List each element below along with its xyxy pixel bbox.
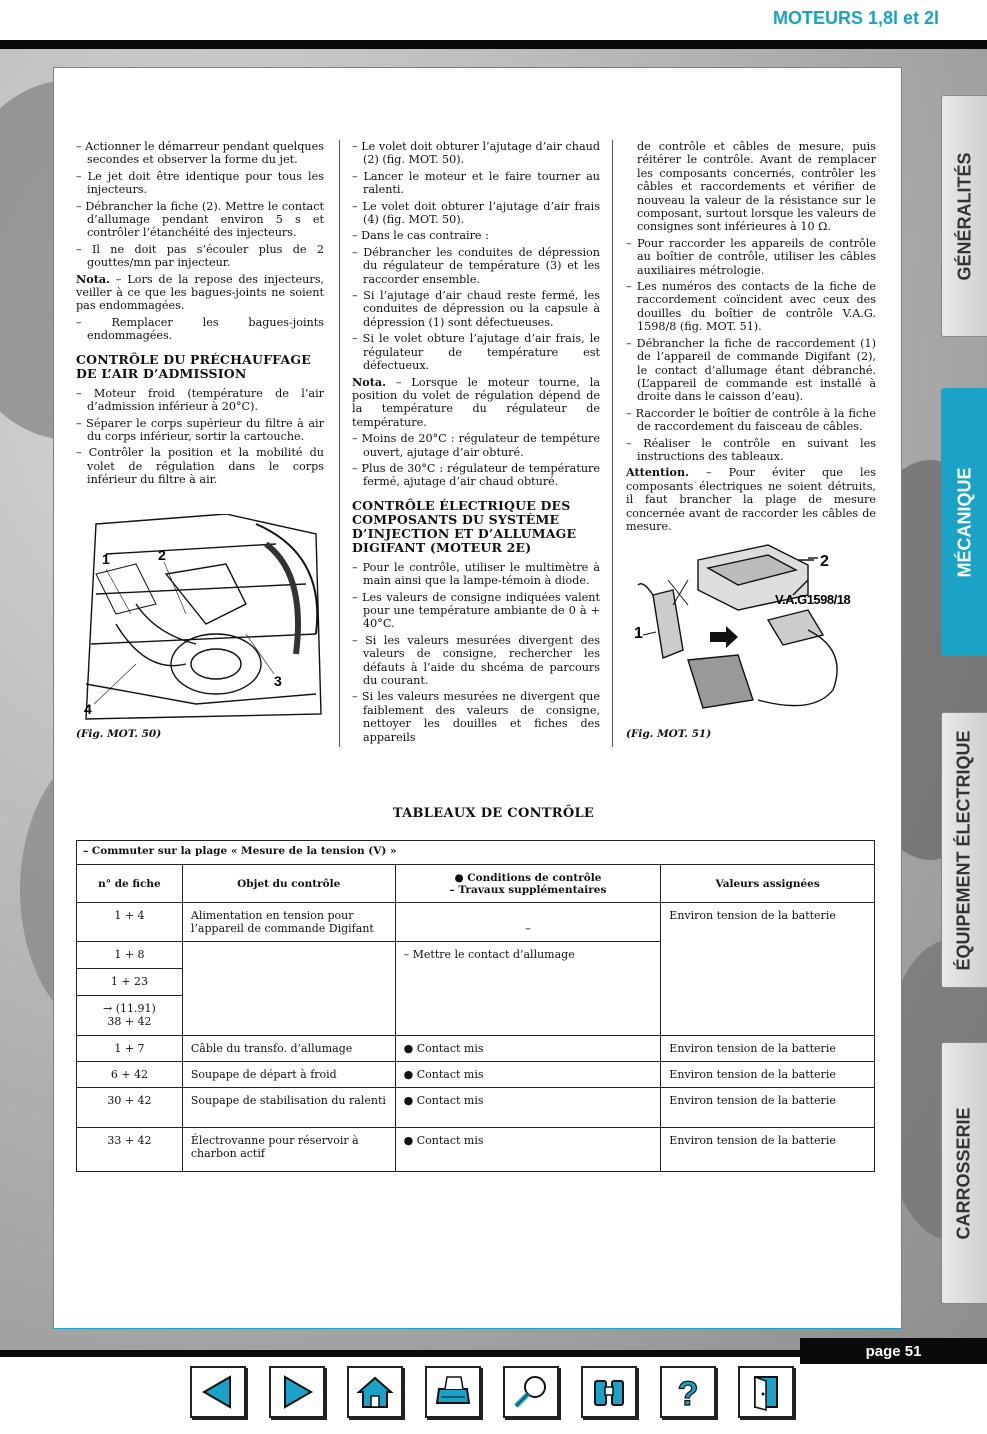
tab-generalites[interactable]: [941, 95, 987, 337]
cell-fiche: 1 + 8: [77, 942, 183, 969]
home-icon: [355, 1373, 395, 1411]
attention-paragraph: [626, 466, 876, 533]
prev-page-button[interactable]: [190, 1366, 246, 1418]
paragraph: – Moteur froid (température de l’air d’admission inférieur à 20°C).: [76, 386, 324, 414]
paragraph: – Le volet doit obturer l’ajutage d’air chaud (2) (fig. MOT. 50).: [352, 140, 600, 167]
paragraph: – Si le volet obture l’ajutage d’air frais, le régulateur de température est défectueux.: [352, 332, 600, 373]
cell-valeurs: Environ tension de la batterie: [661, 1062, 875, 1088]
cell-fiche: 1 + 4: [77, 903, 183, 942]
paragraph: – Moins de 20°C : régulateur de tempéture ouvert, ajutage d’air obturé.: [352, 432, 600, 459]
text-column-2: [339, 140, 613, 747]
cell-conditions: –: [395, 903, 661, 942]
nota-text: – Lors de la repose des injecteurs, veiller à ce que les bagues-joints ne soient pas endommagées.: [76, 272, 324, 313]
cell-fiche: 1 + 7: [77, 1036, 183, 1062]
tab-carrosserie[interactable]: [941, 1042, 987, 1304]
cell-fiche-ref: → (11.91): [103, 1002, 156, 1015]
cell-objet: Soupape de stabilisation du ralenti: [182, 1088, 395, 1128]
paragraph: – Il ne doit pas s’écouler plus de 2 gouttes/mn par injecteur.: [76, 242, 324, 270]
paragraph: – Pour raccorder les appareils de contrôle au boîtier de contrôle, utiliser les câbles auxiliaires métrologie.: [626, 236, 876, 277]
range-cell: – Commuter sur la plage « Mesure de la tension (V) »: [77, 841, 875, 865]
section-heading: CONTRÔLE ÉLECTRIQUE DES COMPOSANTS DU SYSTÈME D’INJECTION ET D’ALLUMAGE DIGIFANT (MOTEUR 2E): [352, 497, 577, 555]
paragraph: – Débrancher la fiche (2). Mettre le contact d’allumage pendant environ 5 s et contrôler l’étanchéité des injecteurs.: [76, 199, 324, 240]
fig-label-4: 4: [84, 701, 92, 717]
paragraph: – Actionner le démarreur pendant quelques secondes et observer la forme du jet.: [76, 140, 324, 167]
table-title: TABLEAUX DE CONTRÔLE: [392, 806, 595, 821]
next-page-button[interactable]: [269, 1366, 325, 1418]
home-button[interactable]: [347, 1366, 403, 1418]
tab-label: CARROSSERIE: [954, 1106, 974, 1240]
nota-label: Nota.: [76, 271, 110, 286]
table-row: [77, 1128, 875, 1172]
print-icon: [433, 1373, 473, 1411]
text-column-3: [626, 140, 876, 536]
prev-icon: [198, 1373, 238, 1411]
figure-caption: (Fig. MOT. 51): [626, 728, 712, 740]
nota-text: – Lorsque le moteur tourne, la position du volet de régulation dépend de la température du régulateur de température.: [352, 375, 600, 429]
search-icon: [511, 1373, 551, 1411]
exit-button[interactable]: [738, 1366, 794, 1418]
page-number: page 51: [800, 1338, 987, 1364]
header-fiche: n° de fiche: [77, 865, 183, 903]
header-objet: Objet du contrôle: [182, 865, 395, 903]
help-icon: [668, 1373, 708, 1411]
fig-label-2: 2: [820, 553, 829, 570]
help-button[interactable]: [660, 1366, 716, 1418]
fig-label-3: 3: [274, 673, 282, 689]
figure-caption: (Fig. MOT. 50): [76, 728, 162, 740]
paragraph: – Débrancher les conduites de dépression du régulateur de température (3) et les raccorder ensemble.: [352, 245, 600, 286]
paragraph: de contrôle et câbles de mesure, puis réitérer le contrôle. Avant de remplacer les composants concernés, contrôler les câbles et raccordements et vérifier de nouveau la valeur de la résistance sur le composant, surtout lorsque les valeurs de consignes sont inférieures à 10 Ω.: [637, 140, 876, 234]
cell-valeurs: Environ tension de la batterie: [661, 903, 875, 1036]
top-bar: [0, 40, 987, 49]
paragraph: – Lancer le moteur et le faire tourner au ralenti.: [352, 169, 600, 197]
table-row: [77, 1088, 875, 1128]
header-conditions-line1: ● Conditions de contrôle: [454, 871, 602, 884]
nota-paragraph: [352, 376, 600, 430]
print-button[interactable]: [425, 1366, 481, 1418]
paragraph: – Les numéros des contacts de la fiche de raccordement coïncident avec ceux des douilles du boîtier de contrôle V.A.G. 1598/8 (fig. MOT. 51).: [626, 280, 876, 334]
table-header-row: [77, 865, 875, 903]
paragraph: – Si l’ajutage d’air chaud reste fermé, les conduites de dépression ou la capsule à dépression (1) sont défectueuses.: [352, 289, 600, 329]
cell-fiche: 30 + 42: [77, 1088, 183, 1128]
cell-valeurs: Environ tension de la batterie: [661, 1088, 875, 1128]
attention-label: Attention.: [626, 465, 689, 480]
fig-label-1: 1: [102, 551, 110, 567]
cell-objet: Alimentation en tension pour l’appareil de commande Digifant: [182, 903, 395, 942]
cell-conditions: ● Contact mis: [395, 1062, 661, 1088]
cell-objet: Soupape de départ à froid: [182, 1062, 395, 1088]
section-heading: CONTRÔLE DU PRÉCHAUFFAGE DE L’AIR D’ADMISSION: [76, 351, 311, 381]
cell-conditions: ● Contact mis: [395, 1036, 661, 1062]
help-glyph: ?: [677, 1375, 699, 1411]
fig-label-1: 1: [634, 625, 643, 642]
cell-valeurs: Environ tension de la batterie: [661, 1128, 875, 1172]
attention-text: – Pour éviter que les composants électriques ne soient détruits, il faut brancher la plage de mesure concernée avant de raccorder les câbles de mesure.: [626, 466, 876, 533]
header-valeurs: Valeurs assignées: [661, 865, 875, 903]
paragraph: – Débrancher la fiche de raccordement (1) de l’appareil de commande Digifant (2), le contact d’allumage étant débranché. (L’appareil de commande est installé à droite dans le caisson d’eau).: [626, 336, 876, 404]
cell-objet: [182, 942, 395, 1036]
header-conditions-line2: – Travaux supplémentaires: [449, 883, 607, 896]
binoculars-button[interactable]: [581, 1366, 637, 1418]
cell-conditions: ● Contact mis: [395, 1128, 661, 1172]
fig-label-2: 2: [158, 547, 166, 563]
control-table: [76, 840, 875, 1172]
paragraph: – Le jet doit être identique pour tous les injecteurs.: [76, 169, 324, 197]
cell-fiche: [77, 996, 183, 1036]
tab-mecanique[interactable]: [941, 388, 987, 656]
paragraph: – Si les valeurs mesurées divergent des valeurs de consigne, rechercher les défauts à l’aide du shcéma de parcours du courant.: [352, 633, 600, 687]
cell-valeurs: Environ tension de la batterie: [661, 1036, 875, 1062]
table-row: [77, 903, 875, 942]
cell-fiche-value: 38 + 42: [107, 1015, 152, 1028]
table-row: [77, 1036, 875, 1062]
paragraph: – Dans le cas contraire :: [352, 229, 489, 243]
paragraph: – Remplacer les bagues-joints endommagées.: [76, 315, 324, 343]
fig-tool-label: V.A.G1598/18: [775, 592, 851, 607]
cell-fiche: 33 + 42: [77, 1128, 183, 1172]
tab-label: MÉCANIQUE: [954, 466, 975, 578]
cell-fiche: 6 + 42: [77, 1062, 183, 1088]
tab-label: GÉNÉRALITÉS: [954, 151, 975, 281]
figure-mot-51: [628, 540, 876, 720]
cell-objet: Électrovanne pour réservoir à charbon actif: [182, 1128, 395, 1172]
cell-fiche: 1 + 23: [77, 969, 183, 996]
header-conditions: [395, 865, 661, 903]
search-button[interactable]: [503, 1366, 559, 1418]
table-range-row: [77, 841, 875, 865]
paragraph: – Les valeurs de consigne indiquées valent pour une température ambiante de 0 à + 40°C.: [352, 590, 600, 631]
paragraph: – Contrôler la position et la mobilité du volet de régulation dans le corps inférieur du filtre à air.: [76, 446, 324, 487]
cell-conditions: ● Contact mis: [395, 1088, 661, 1128]
cell-objet: Câble du transfo. d’allumage: [182, 1036, 395, 1062]
paragraph: – Si les valeurs mesurées ne divergent que faiblement des valeurs de consigne, nettoyer les douilles et fiches des appareils: [352, 690, 600, 744]
binoculars-icon: [589, 1373, 629, 1411]
text-column-1: [76, 140, 324, 490]
nota-label: Nota.: [352, 374, 386, 389]
paragraph: – Plus de 30°C : régulateur de température fermé, ajutage d’air chaud obturé.: [352, 461, 600, 489]
page-header-title: MOTEURS 1,8l et 2l: [772, 8, 939, 28]
tab-label: ÉQUIPEMENT ÉLECTRIQUE: [954, 729, 974, 971]
paragraph: – Raccorder le boîtier de contrôle à la fiche de raccordement du faisceau de câbles.: [626, 406, 876, 434]
next-icon: [277, 1373, 317, 1411]
exit-icon: [746, 1373, 786, 1411]
nota-paragraph: [76, 273, 324, 313]
paragraph: – Le volet doit obturer l’ajutage d’air frais (4) (fig. MOT. 50).: [352, 199, 600, 227]
figure-mot-50: [76, 514, 326, 724]
table-row: [77, 1062, 875, 1088]
paragraph: – Réaliser le contrôle en suivant les instructions des tableaux.: [626, 436, 876, 463]
tab-equipement-electrique[interactable]: [941, 712, 987, 988]
cell-conditions: – Mettre le contact d’allumage: [395, 942, 661, 1036]
paragraph: – Pour le contrôle, utiliser le multimètre à main ainsi que la lampe-témoin à diode.: [352, 560, 600, 588]
paragraph: – Séparer le corps supérieur du filtre à air du corps inférieur, sortir la cartouche.: [76, 416, 324, 443]
